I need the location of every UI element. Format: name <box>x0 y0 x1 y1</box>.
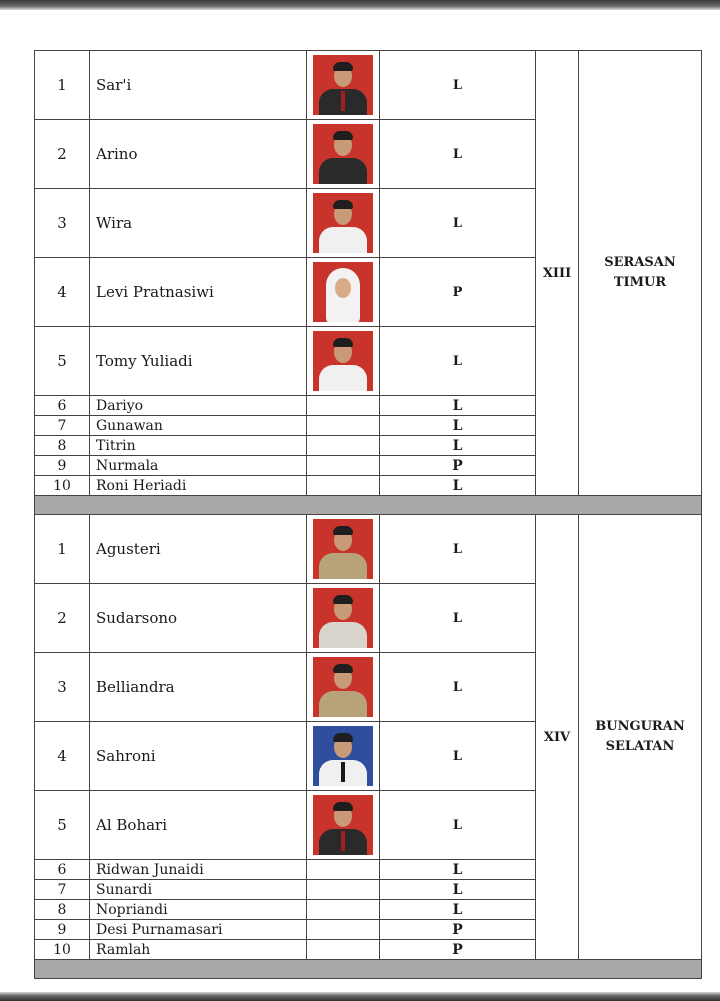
electoral-district-number: XIV <box>536 515 579 960</box>
area-line-1: SERASAN <box>604 255 676 270</box>
table-row <box>35 51 702 120</box>
row-number: 7 <box>35 880 90 900</box>
candidate-name: Sunardi <box>90 880 307 900</box>
photo-cell <box>307 920 380 940</box>
row-number: 6 <box>35 396 90 416</box>
gender: P <box>380 940 536 960</box>
row-number: 10 <box>35 476 90 496</box>
candidate-name: Wira <box>90 189 307 258</box>
area-line-1: BUNGURAN <box>595 719 685 734</box>
candidate-name: Sudarsono <box>90 584 307 653</box>
area-line-2: TIMUR <box>613 275 667 290</box>
candidate-name: Gunawan <box>90 416 307 436</box>
candidate-photo <box>313 657 373 717</box>
candidate-photo <box>313 331 373 391</box>
candidate-name: Sahroni <box>90 722 307 791</box>
candidate-name: Agusteri <box>90 515 307 584</box>
candidate-name: Sar'i <box>90 51 307 120</box>
row-number: 7 <box>35 416 90 436</box>
photo-cell <box>307 436 380 456</box>
photo-cell <box>307 416 380 436</box>
photo-cell <box>307 258 380 327</box>
candidate-name: Dariyo <box>90 396 307 416</box>
candidate-list-document <box>34 50 702 979</box>
gender: L <box>380 416 536 436</box>
gender: L <box>380 722 536 791</box>
gender: L <box>380 189 536 258</box>
gender: L <box>380 476 536 496</box>
photo-cell <box>307 900 380 920</box>
candidate-name: Arino <box>90 120 307 189</box>
gender: P <box>380 920 536 940</box>
row-number: 5 <box>35 327 90 396</box>
gender: L <box>380 51 536 120</box>
photo-cell <box>307 722 380 791</box>
gender: L <box>380 396 536 416</box>
candidate-photo <box>313 193 373 253</box>
row-number: 2 <box>35 584 90 653</box>
candidate-name: Roni Heriadi <box>90 476 307 496</box>
candidate-name: Desi Purnamasari <box>90 920 307 940</box>
candidate-name: Levi Pratnasiwi <box>90 258 307 327</box>
candidate-name: Nurmala <box>90 456 307 476</box>
candidate-photo <box>313 262 373 322</box>
gender: L <box>380 515 536 584</box>
gender: L <box>380 653 536 722</box>
row-number: 9 <box>35 456 90 476</box>
candidate-photo <box>313 795 373 855</box>
photo-cell <box>307 327 380 396</box>
row-number: 4 <box>35 258 90 327</box>
candidate-name: Belliandra <box>90 653 307 722</box>
photo-cell <box>307 653 380 722</box>
candidate-photo <box>313 588 373 648</box>
photo-cell <box>307 860 380 880</box>
electoral-district-number: XIII <box>536 51 579 496</box>
candidate-name: Al Bohari <box>90 791 307 860</box>
row-number: 8 <box>35 900 90 920</box>
gender: L <box>380 327 536 396</box>
area-line-2: SELATAN <box>605 739 675 754</box>
group-separator-row <box>35 496 702 515</box>
row-number: 8 <box>35 436 90 456</box>
row-number: 1 <box>35 515 90 584</box>
row-number: 6 <box>35 860 90 880</box>
candidate-name: Titrin <box>90 436 307 456</box>
candidate-name: Tomy Yuliadi <box>90 327 307 396</box>
gender: P <box>380 456 536 476</box>
candidate-name: Ramlah <box>90 940 307 960</box>
gender: L <box>380 120 536 189</box>
gender: P <box>380 258 536 327</box>
gender: L <box>380 791 536 860</box>
candidate-photo <box>313 124 373 184</box>
gender: L <box>380 436 536 456</box>
photo-cell <box>307 880 380 900</box>
candidate-table <box>34 50 702 979</box>
photo-cell <box>307 456 380 476</box>
gender: L <box>380 584 536 653</box>
photo-cell <box>307 515 380 584</box>
candidate-name: Ridwan Junaidi <box>90 860 307 880</box>
row-number: 1 <box>35 51 90 120</box>
row-number: 9 <box>35 920 90 940</box>
candidate-photo <box>313 726 373 786</box>
row-number: 2 <box>35 120 90 189</box>
photo-cell <box>307 584 380 653</box>
scan-top-edge <box>0 0 720 10</box>
group-separator <box>35 496 702 515</box>
gender: L <box>380 880 536 900</box>
table-row <box>35 515 702 584</box>
photo-cell <box>307 791 380 860</box>
photo-cell <box>307 120 380 189</box>
row-number: 3 <box>35 189 90 258</box>
photo-cell <box>307 51 380 120</box>
candidate-photo <box>313 519 373 579</box>
row-number: 3 <box>35 653 90 722</box>
electoral-district-area <box>579 51 702 496</box>
gender: L <box>380 860 536 880</box>
candidate-photo <box>313 55 373 115</box>
scan-bottom-edge <box>0 992 720 1001</box>
candidate-name: Nopriandi <box>90 900 307 920</box>
electoral-district-area <box>579 515 702 960</box>
row-number: 4 <box>35 722 90 791</box>
row-number: 5 <box>35 791 90 860</box>
photo-cell <box>307 189 380 258</box>
photo-cell <box>307 940 380 960</box>
group-separator <box>35 960 702 979</box>
photo-cell <box>307 396 380 416</box>
gender: L <box>380 900 536 920</box>
row-number: 10 <box>35 940 90 960</box>
photo-cell <box>307 476 380 496</box>
group-separator-row <box>35 960 702 979</box>
